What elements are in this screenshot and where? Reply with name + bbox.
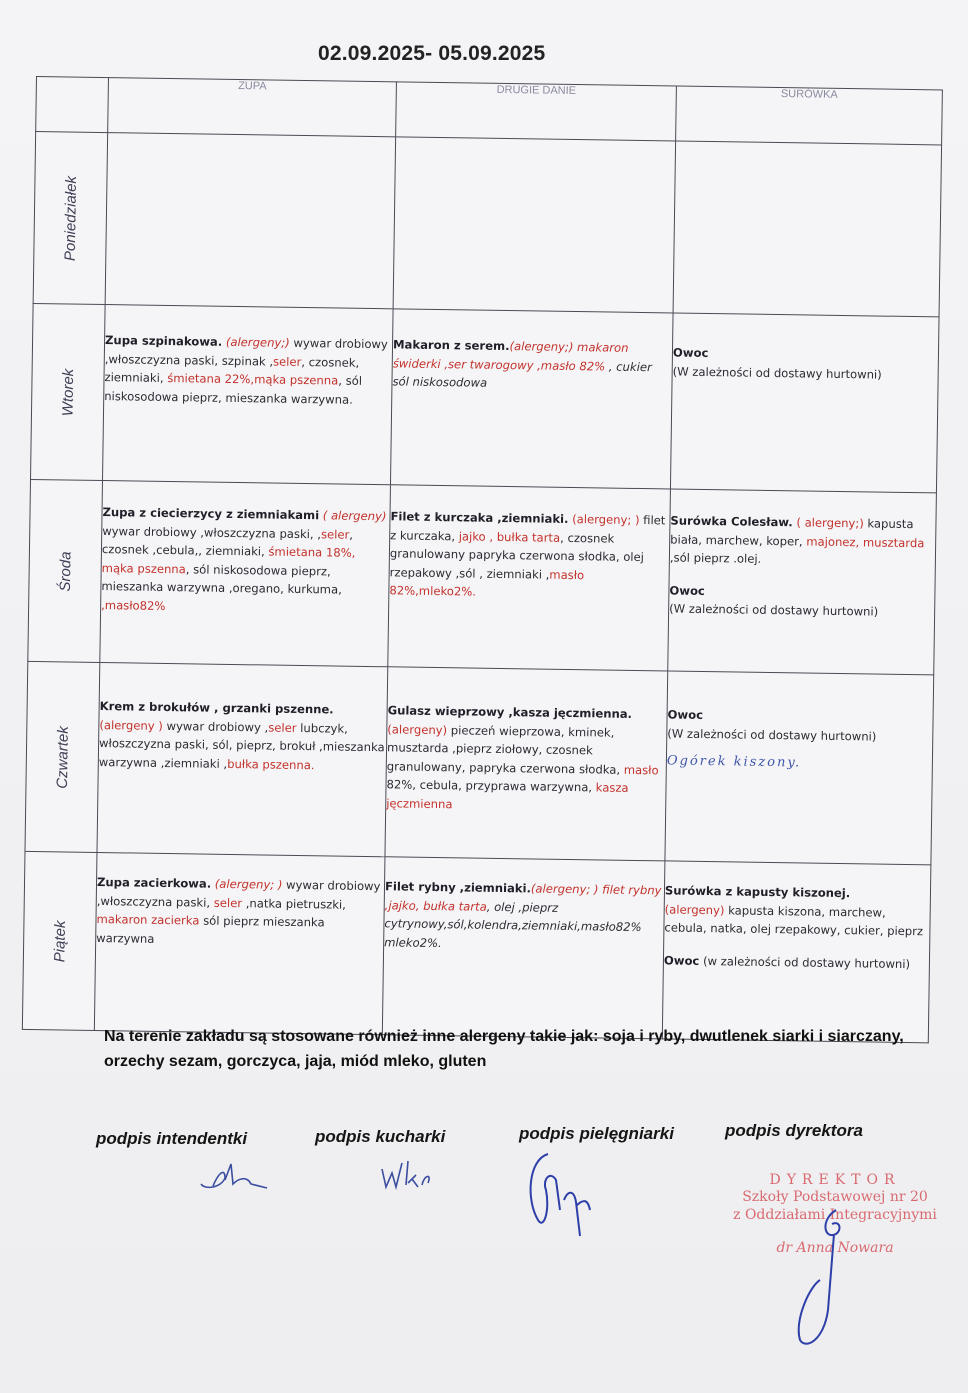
signature-label-intendentka: podpis intendentki	[96, 1129, 248, 1148]
ingredients-text: (W zależności od dostawy hurtowni)	[669, 601, 879, 619]
row-monday	[33, 132, 941, 317]
ingredients-text: (w zależności od dostawy hurtowni)	[699, 953, 911, 971]
dish-name: Surówka Colesław.	[670, 513, 793, 530]
signature-label-kucharka: podpis kucharki	[315, 1127, 446, 1146]
row-thursday	[25, 661, 934, 864]
cell-friday-surowka	[662, 861, 931, 1043]
ingredients-text: kapusta kiszona, marchew, cebula, natka, olej rzepakowy, cukier, pieprz	[664, 902, 924, 939]
allergen-ingredient: ,masło82%	[101, 597, 166, 613]
day-label: Poniedziałek	[61, 175, 80, 261]
allergen-ingredient: masło 82%,mleko2%.	[389, 567, 585, 599]
allergen-ingredient: seler	[213, 895, 243, 910]
dish-name: Filet rybny ,ziemniaki.	[384, 879, 532, 896]
ingredients-text: wywar drobiowy ,	[162, 718, 269, 735]
day-label: Wtorek	[58, 368, 77, 416]
allergen-ingredient: bułka pszenna.	[227, 756, 315, 772]
allergen-label: ( alergeny;)	[792, 515, 864, 531]
day-cell-thursday	[25, 661, 100, 852]
column-header-surowka: SURÓWKA	[676, 86, 943, 145]
ingredients-text: , olej ,pieprz cytrynowy,sól,kolendra,ziemniaki,masło82% mleko2%.	[384, 899, 642, 950]
column-header-zupa: ZUPA	[108, 78, 397, 137]
ingredients-text: ,sól pieprz .olej.	[669, 550, 762, 566]
dish-name: Gulasz wieprzowy ,kasza jęczmienna.	[387, 703, 633, 721]
dish-name: Zupa szpinakowa.	[104, 333, 223, 349]
ingredients-text: ,natka pietruszki,	[241, 895, 346, 912]
allergen-label: (alergeny)	[387, 721, 448, 737]
ingredients-text: sól pieprz mieszanka warzywna	[96, 913, 325, 946]
allergen-ingredient: masło	[623, 762, 659, 778]
allergen-label: ( alergeny)	[319, 508, 387, 524]
ingredients-text: kapusta biała, marchew, koper,	[670, 516, 914, 549]
allergen-ingredient: makaron zacierka	[96, 912, 200, 928]
ingredients-text: wywar drobiowy ,włoszczyzna paski,	[96, 877, 381, 910]
day-cell-monday	[33, 132, 108, 305]
allergen-ingredient: majonez, musztarda	[806, 534, 925, 550]
cell-thursday-drugie	[385, 667, 668, 861]
day-label: Piątek	[50, 919, 69, 962]
allergen-ingredient: seler	[268, 720, 297, 735]
allergen-ingredient: jajko , bułka tarta	[458, 528, 561, 545]
ingredients-text: , czosnek, ziemniaki,	[104, 354, 360, 386]
ingredients-text: , cukier sól niskosodowa	[392, 359, 652, 390]
allergen-label: (alergeny )	[99, 717, 163, 733]
cell-thursday-zupa	[97, 663, 388, 857]
dish-name: Filet z kurczaka ,ziemniaki.	[390, 509, 569, 526]
ingredients-text: , sól niskosodowa pieprz, mieszanka warzywna.	[104, 373, 363, 407]
allergen-label: (alergeny; )	[211, 876, 283, 892]
cell-tuesday-zupa	[103, 305, 394, 485]
stamp-school: Szkoły Podstawowej nr 20	[742, 1189, 928, 1205]
ingredients-text: wywar drobiowy ,włoszczyzna paski, szpinak ,	[104, 335, 388, 369]
dish-name: Zupa z ciecierzycy z ziemniakami	[102, 505, 320, 523]
cell-thursday-surowka	[665, 671, 934, 865]
allergen-label: (alergeny;)	[225, 334, 290, 350]
ingredients-text: wywar drobiowy ,włoszczyzna paski, ,	[102, 523, 322, 541]
allergen-ingredient: kasza jęczmienna	[386, 780, 629, 812]
row-wednesday	[28, 479, 937, 674]
handwritten-signature-intendentka	[195, 1158, 275, 1198]
cell-monday-zupa	[105, 133, 396, 309]
dish-name: Surówka z kapusty kiszonej.	[664, 883, 851, 901]
dish-name: Owoc	[672, 345, 709, 361]
cell-wednesday-surowka	[668, 489, 937, 675]
handwritten-signature-dyrektor	[780, 1190, 860, 1360]
day-label: Czwartek	[53, 725, 72, 789]
allergen-notice: Na terenie zakładu są stosowane również inne alergeny takie jak: soja i ryby, dwutlenek siarki i siarczany, orzechy sezam, gorczyca, jaja, miód mleko, gluten	[104, 1028, 904, 1070]
allergen-ingredient: śmietana 22%,mąka pszenna	[167, 371, 339, 388]
ingredients-text: filet z kurczaka,	[390, 513, 666, 543]
ingredients-text: (W zależności od dostawy hurtowni)	[667, 726, 877, 744]
cell-wednesday-drugie	[388, 485, 671, 671]
cell-monday-drugie	[393, 137, 676, 313]
signature-label-pielegniarka: podpis pielęgniarki	[519, 1124, 674, 1143]
cell-friday-zupa	[94, 852, 385, 1034]
day-cell-friday	[22, 851, 97, 1030]
dish-name: Owoc	[663, 953, 700, 968]
corner-cell	[36, 77, 109, 133]
day-label: Środa	[56, 550, 74, 592]
ingredients-text: , czosnek ,cebula,, ziemniaki,	[101, 527, 354, 559]
dish-name: Owoc	[669, 583, 705, 598]
allergen-label: (alergeny;) makaron świderki ,ser twarogowy ,masło 82%	[392, 339, 629, 374]
signature-label-dyrektor: podpis dyrektora	[725, 1121, 863, 1140]
cell-friday-drugie	[382, 857, 665, 1039]
ingredients-text: , sól niskosodowa pieprz, mieszanka warzywna ,oregano, kurkuma,	[101, 562, 342, 597]
handwritten-note: Ogórek kiszony.	[666, 753, 802, 771]
ingredients-text: lubczyk, włoszczyzna paski, sól, pieprz, brokuł ,mieszanka warzywna ,ziemniaki ,	[98, 720, 385, 771]
cell-tuesday-drugie	[390, 309, 673, 489]
allergen-ingredient: seler	[272, 354, 302, 369]
menu-table	[22, 76, 943, 1043]
allergen-label: (alergeny)	[664, 902, 725, 917]
stamp-school-2: z Oddziałami Integracyjnymi	[733, 1207, 937, 1223]
row-tuesday	[31, 303, 940, 492]
day-cell-wednesday	[28, 479, 103, 662]
dish-name: Zupa zacierkowa.	[96, 874, 212, 891]
stamp-title: DYREKTOR	[769, 1172, 901, 1188]
allergen-ingredient: śmietana 18%, mąka pszenna	[101, 544, 356, 577]
cell-tuesday-surowka	[670, 313, 939, 493]
row-friday	[22, 851, 931, 1042]
allergen-ingredient: seler	[320, 526, 350, 542]
spacer	[664, 937, 929, 955]
date-range-title: 02.09.2025- 05.09.2025	[318, 42, 546, 65]
day-cell-tuesday	[31, 303, 106, 480]
column-header-drugie-danie: DRUGIE DANIE	[396, 82, 677, 141]
allergen-label: (alergeny; )	[568, 511, 640, 528]
handwritten-signature-pielegniarka	[520, 1150, 600, 1250]
ingredients-text: pieczeń wieprzowa, kminek, musztarda ,pieprz ziołowy, czosnek granulowany, papryka czerwona słodka,	[386, 722, 624, 777]
dish-name: Makaron z serem.	[392, 337, 510, 354]
cell-monday-surowka	[673, 141, 942, 317]
dish-name: Krem z brokułów , grzanki pszenne.	[99, 699, 334, 717]
handwritten-signature-kucharka	[378, 1155, 438, 1195]
ingredients-text: , czosnek granulowany papryka czerwona słodka, olej rzepakowy ,sól , ziemniaki ,	[389, 530, 645, 582]
stamp-director-name: dr Anna Nowara	[776, 1240, 894, 1256]
cell-wednesday-zupa	[100, 481, 391, 667]
allergen-label: (alergeny; ) filet rybny ,jajko, bułka tarta	[384, 881, 662, 914]
dish-name: Owoc	[667, 707, 704, 722]
ingredients-text: (W zależności od dostawy hurtowni)	[672, 364, 882, 382]
ingredients-text: 82%, cebula, przyprawa warzywna,	[386, 777, 596, 795]
